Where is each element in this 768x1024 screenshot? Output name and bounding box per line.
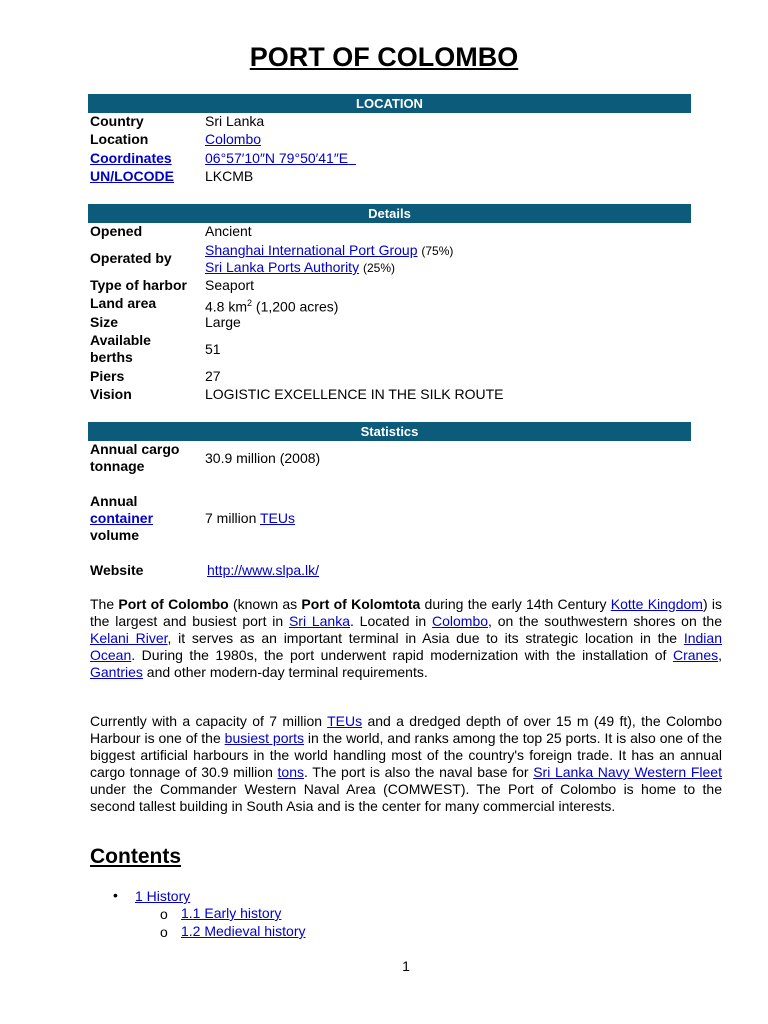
unlocode-label-link[interactable]: UN/LOCODE (90, 168, 174, 184)
infobox-value: 7 million TEUs (205, 510, 295, 526)
indian-ocean-link[interactable]: Indian Ocean (90, 630, 722, 663)
colombo-link[interactable]: Colombo (205, 131, 262, 147)
infobox-value: LOGISTIC EXCELLENCE IN THE SILK ROUTE (205, 386, 504, 402)
share-text: (25%) (362, 261, 395, 275)
infobox-value: Sri Lanka (205, 113, 265, 129)
infobox-label: Location (90, 131, 149, 147)
infobox-value: 51 (205, 341, 221, 357)
teus-link[interactable]: TEUs (260, 510, 295, 526)
page-title: PORT OF COLOMBO (249, 42, 519, 72)
infobox-label: Country (90, 113, 144, 129)
gantries-link[interactable]: Gantries (90, 664, 143, 680)
busiest-ports-link[interactable]: busiest ports (224, 730, 305, 746)
capacity-paragraph: Currently with a capacity of 7 million TEUs and a dredged depth of over 15 m (49 ft), the Colombo Harbour is one of the busiest ports in the world, and ranks among the top 25 ports. It is also one of the biggest artificial harbours in the world handling most of the country's foreign trade. It has an annual cargo tonnage of 30.9 million tons. The port is also the naval base for Sri Lanka Navy Western Fleet under the Commander Western Naval Area (COMWEST). The Port of Colombo is home to the second tallest building in South Asia and is the center for many commercial interests. (90, 713, 722, 814)
infobox-value: 27 (205, 368, 221, 384)
infobox-value: Ancient (205, 223, 252, 239)
infobox-value: 4.8 $km^2$ (1,200 acres) (205, 298, 339, 315)
infobox-label: Size (90, 314, 119, 330)
share-text: (75%) (421, 244, 454, 258)
sipg-link[interactable]: Shanghai International Port Group (205, 242, 418, 258)
container-link[interactable]: container (90, 510, 154, 526)
cranes-link[interactable]: Cranes (672, 647, 719, 663)
navy-western-fleet-link[interactable]: Sri Lanka Navy Western Fleet (533, 764, 722, 780)
infobox-label: Piers (90, 368, 125, 384)
toc-item-history[interactable]: 1 History (135, 888, 191, 904)
page-number: 1 (402, 958, 410, 974)
infobox-label: Available berths (90, 332, 151, 365)
infobox-label: Annual container volume (90, 493, 154, 543)
infobox-label: Website (90, 562, 144, 578)
colombo-text-link[interactable]: Colombo (431, 613, 489, 629)
slpa-link[interactable]: Sri Lanka Ports Authority (205, 259, 360, 275)
kotte-kingdom-link[interactable]: Kotte Kingdom (610, 596, 703, 612)
contents-heading: Contents (90, 845, 181, 868)
infobox-label: Opened (90, 223, 143, 239)
sri-lanka-link[interactable]: Sri Lanka (288, 613, 350, 629)
tons-link[interactable]: tons (277, 764, 304, 780)
infobox-label: Vision (90, 386, 132, 402)
coordinates-label-link[interactable]: Coordinates (90, 150, 172, 166)
infobox-value: 30.9 million (2008) (205, 450, 321, 466)
infobox-label: Type of harbor (90, 277, 187, 293)
bullet-icon: • (113, 887, 118, 903)
location-section-header: LOCATION (88, 94, 691, 113)
coordinates-link[interactable]: 06°57′10″N 79°50′41″E (205, 150, 349, 166)
toc-item-early-history[interactable]: 1.1 Early history (181, 905, 282, 921)
kelani-river-link[interactable]: Kelani River (90, 630, 168, 646)
statistics-section-header: Statistics (88, 422, 691, 441)
intro-paragraph: The Port of Colombo (known as Port of Kolomtota during the early 14th Century Kotte Kingdom) is the largest and busiest port in Sri Lanka. Located in Colombo, on the southwestern shores on the Kelani River, it serves as an important terminal in Asia due to its strategic location in the Indian Ocean. During the 1980s, the port underwent rapid modernization with the installation of Cranes, Gantries and other modern-day terminal requirements. (90, 596, 722, 680)
infobox-value: Large (205, 314, 241, 330)
sub-bullet-icon: o (160, 906, 168, 922)
infobox-value: LKCMB (205, 168, 254, 184)
details-section-header: Details (88, 204, 691, 223)
infobox-label: Annual cargo tonnage (90, 441, 180, 474)
sub-bullet-icon: o (160, 924, 168, 940)
infobox-label: Operated by (90, 250, 172, 266)
toc-item-medieval-history[interactable]: 1.2 Medieval history (181, 923, 306, 939)
infobox-value: Seaport (205, 277, 255, 293)
teus-text-link[interactable]: TEUs (327, 713, 363, 729)
infobox-label: Land area (90, 295, 157, 311)
website-link[interactable]: http://www.slpa.lk/ (207, 562, 320, 578)
